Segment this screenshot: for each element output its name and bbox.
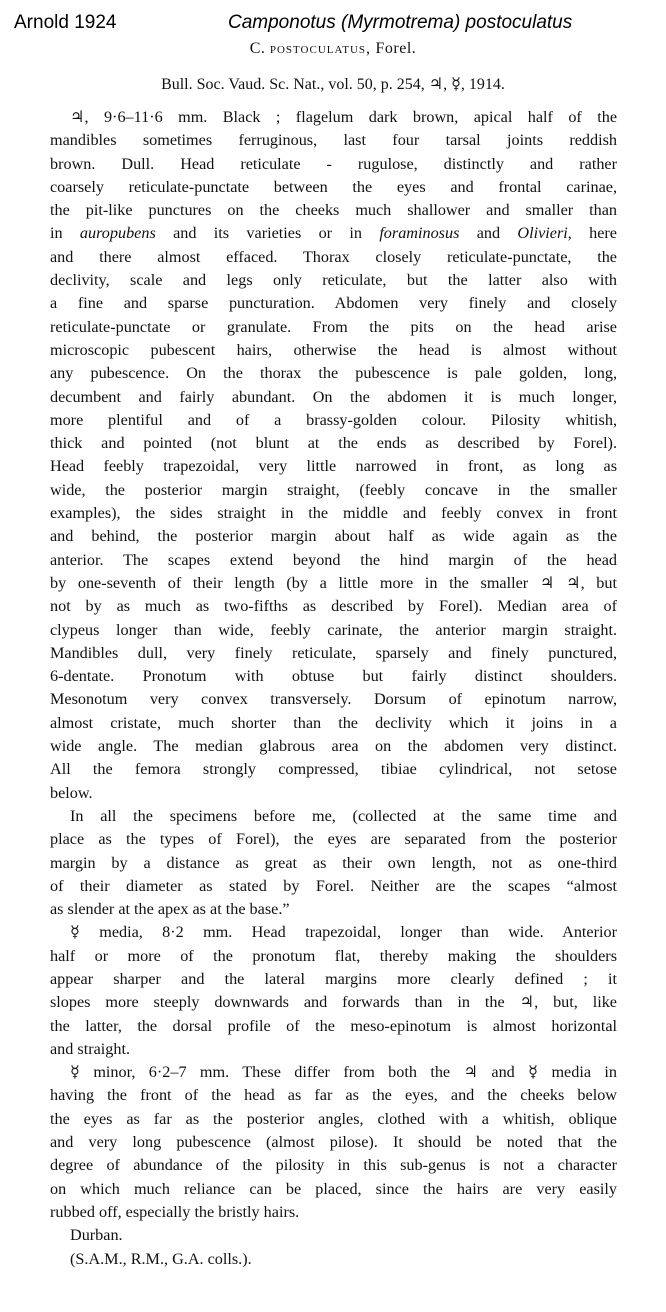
synonym-prefix: C. <box>249 40 266 57</box>
text-line: degree of abundance of the pilosity in this sub-genus is not a character <box>50 1156 617 1175</box>
text-line: reticulate-punctate or granulate. From the pits on the head arise <box>50 317 617 336</box>
text-line: anterior. The scapes extend beyond the hind margin of the head <box>50 550 617 569</box>
text-line: wide angle. The median glabrous area on the abdomen very distinct. <box>50 737 617 756</box>
text-line: the pit-like punctures on the cheeks much shallower and smaller than <box>50 201 617 220</box>
species-name: auropubens <box>79 224 156 243</box>
text-line: slopes more steeply downwards and forwards than in the ♃, but, like <box>50 993 617 1012</box>
text-line: decumbent and fairly abundant. On the abdomen it is much longer, <box>50 387 617 406</box>
text-line: and straight. <box>50 1039 131 1058</box>
collections: (S.A.M., R.M., G.A. colls.). <box>70 1249 252 1268</box>
text-line: by one-seventh of their length (by a little more in the smaller ♃ ♃, but <box>50 573 617 592</box>
locality: Durban. <box>70 1226 123 1245</box>
text-line: the eyes as far as the posterior angles, clothed with a whitish, oblique <box>50 1109 617 1128</box>
citation: Bull. Soc. Vaud. Sc. Nat., vol. 50, p. 254, ♃, ☿, 1914. <box>161 76 505 93</box>
text-line: coarsely reticulate-punctate between the eyes and frontal carinae, <box>50 177 617 196</box>
paragraph-queen-description <box>50 106 617 805</box>
text-line: and behind, the posterior margin about half as wide again as the <box>50 527 617 546</box>
text-line: not by as much as two-fifths as described by Forel). Median area of <box>50 597 617 616</box>
text-line: on which much reliance can be placed, since the hairs are very easily <box>50 1179 617 1198</box>
text-line: and there almost effaced. Thorax closely reticulate-punctate, the <box>50 247 617 266</box>
text-line: in auropubens and its varieties or in foraminosus and Olivieri, here <box>50 224 617 243</box>
text-line: a fine and sparse puncturation. Abdomen very finely and closely <box>50 294 617 313</box>
author-year: Arnold 1924 <box>14 12 117 33</box>
text-line: brown. Dull. Head reticulate - rugulose, distinctly and rather <box>50 154 617 173</box>
species-name: foraminosus <box>379 224 460 243</box>
text-line: as slender at the apex as at the base.” <box>50 900 290 919</box>
text-line: clypeus longer than wide, feebly carinate, the anterior margin straight. <box>50 620 617 639</box>
text-line: ☿ minor, 6·2–7 mm. These differ from both the ♃ and ☿ media in <box>70 1063 617 1082</box>
text-line: ♃, 9·6–11·6 mm. Black ; flagelum dark brown, apical half of the <box>70 108 617 126</box>
text-line: more plentiful and of a brassy-golden colour. Pilosity whitish, <box>50 410 617 429</box>
paragraph-worker-minor <box>50 1061 617 1224</box>
paragraph-worker-media <box>50 921 617 1061</box>
text-line: All the femora strongly compressed, tibiae cylindrical, not setose <box>50 760 617 779</box>
synonym-author: Forel. <box>375 40 417 57</box>
text-line: having the front of the head as far as the eyes, and the cheeks below <box>50 1086 617 1105</box>
description-body <box>50 106 617 1271</box>
text-line: examples), the sides straight in the middle and feebly convex in front <box>50 504 617 523</box>
text-line: place as the types of Forel), the eyes are separated from the posterior <box>50 830 617 849</box>
text-line: and very long pubescence (almost pilose). It should be noted that the <box>50 1133 617 1152</box>
paragraph-specimens-note <box>50 805 617 921</box>
text-line: almost cristate, much shorter than the declivity which it joins in a <box>50 713 617 732</box>
text-line: ☿ media, 8·2 mm. Head trapezoidal, longer than wide. Anterior <box>70 923 617 942</box>
text-line: mandibles sometimes ferruginous, last four tarsal joints reddish <box>50 131 617 150</box>
text-line: rubbed off, especially the bristly hairs. <box>50 1202 300 1221</box>
text-line: appear sharper and the lateral margins more clearly defined ; it <box>50 969 617 988</box>
taxon-title: Camponotus (Myrmotrema) postoculatus <box>228 12 573 33</box>
text-line: margin by a distance as great as their own length, not as one-third <box>50 853 617 872</box>
species-name: Olivieri <box>517 224 568 243</box>
text-line: of their diameter as stated by Forel. Neither are the scapes “almost <box>50 876 617 895</box>
text-line: thick and pointed (not blunt at the ends as described by Forel). <box>50 434 617 453</box>
text-line: below. <box>50 783 93 802</box>
text-line: the latter, the dorsal profile of the meso-epinotum is almost horizontal <box>50 1016 617 1035</box>
synonym-line <box>0 40 666 58</box>
synonym-name: postoculatus, <box>269 40 372 57</box>
text-line: half or more of the pronotum flat, thereby making the shoulders <box>50 946 617 965</box>
text-line: declivity, scale and legs only reticulate, but the latter also with <box>50 271 617 290</box>
text-line: microscopic pubescent hairs, otherwise the head is almost without <box>50 340 617 359</box>
text-line: Head feebly trapezoidal, very little narrowed in front, as long as <box>50 457 617 476</box>
text-line: In all the specimens before me, (collected at the same time and <box>70 806 617 825</box>
text-line: Mesonotum very convex transversely. Dorsum of epinotum narrow, <box>50 690 617 709</box>
text-line: wide, the posterior margin straight, (feebly concave in the smaller <box>50 480 617 499</box>
text-line: any pubescence. On the thorax the pubescence is pale golden, long, <box>50 364 617 383</box>
text-line: Mandibles dull, very finely reticulate, sparsely and finely punctured, <box>50 643 617 662</box>
text-line: 6-dentate. Pronotum with obtuse but fairly distinct shoulders. <box>50 667 617 686</box>
